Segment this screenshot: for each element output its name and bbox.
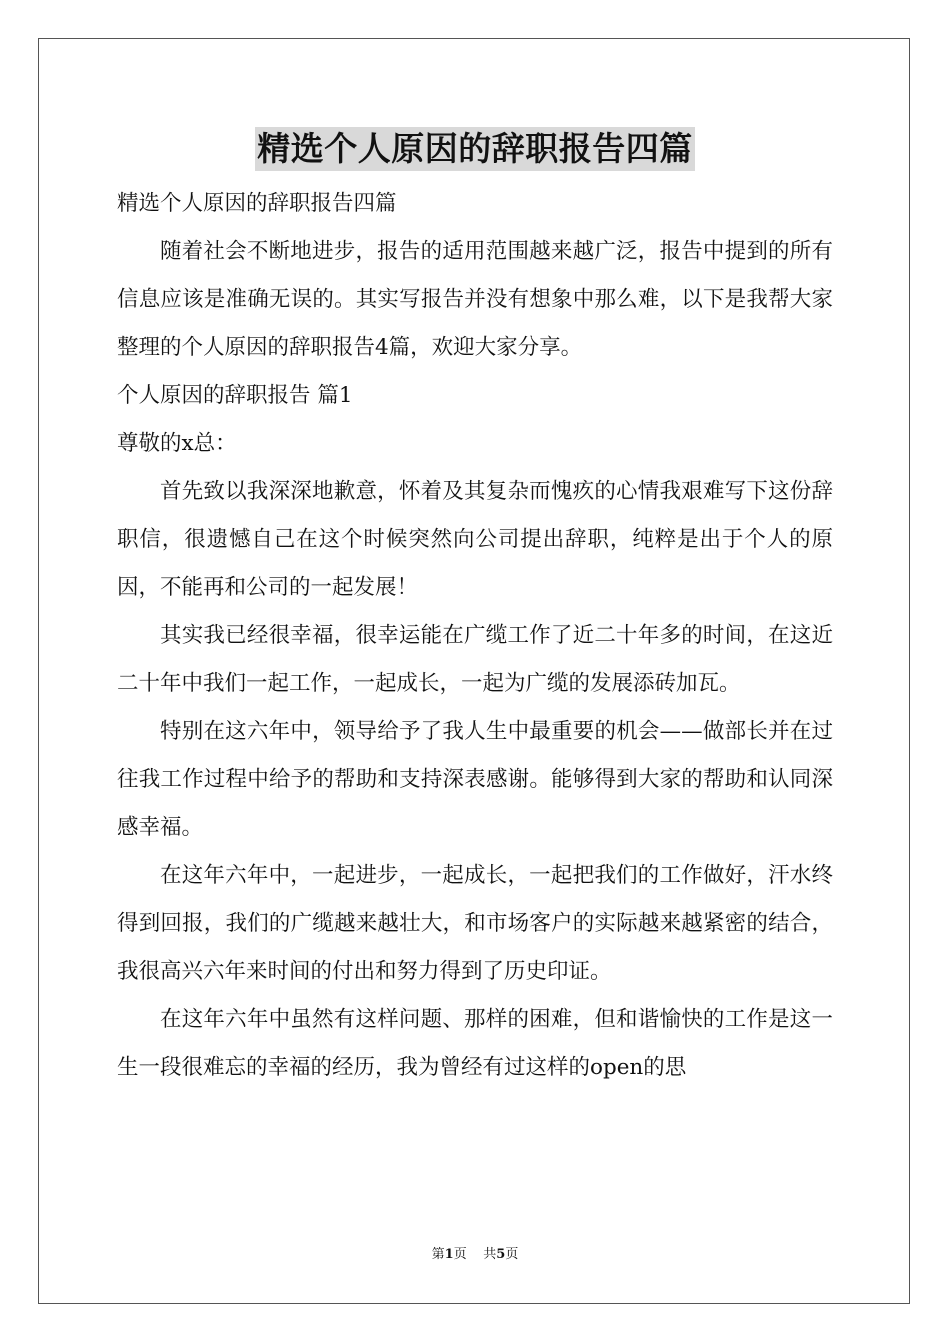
paragraph: 精选个人原因的辞职报告四篇 [117, 191, 397, 216]
paragraph: 尊敬的x总： [117, 431, 237, 456]
paragraph: 在这年六年中，一起进步，一起成长，一起把我们的工作做好，汗水终得到回报，我们的广缆越来越壮大，和市场客户的实际越来越紧密的结合，我很高兴六年来时间的付出和努力得到了历史印证。 [117, 863, 833, 984]
page-total: 5 [496, 1247, 506, 1262]
paragraph: 个人原因的辞职报告 篇1 [117, 383, 353, 408]
page-suffix: 页 [453, 1247, 467, 1262]
document-body [117, 180, 833, 1092]
page-current: 1 [444, 1247, 454, 1262]
paragraph: 在这年六年中虽然有这样问题、那样的困难，但和谐愉快的工作是这一生一段很难忘的幸福的经历，我为曾经有过这样的open的思 [117, 1007, 833, 1080]
document-title: 精选个人原因的辞职报告四篇 [255, 127, 695, 171]
page-footer [0, 1246, 950, 1264]
title-wrap [0, 127, 950, 171]
paragraph: 其实我已经很幸福，很幸运能在广缆工作了近二十年多的时间，在这近二十年中我们一起工作，一起成长，一起为广缆的发展添砖加瓦。 [117, 623, 833, 696]
page-prefix: 第 [431, 1247, 445, 1262]
total-prefix: 共 [483, 1247, 497, 1262]
paragraph: 特别在这六年中，领导给予了我人生中最重要的机会——做部长并在过往我工作过程中给予的帮助和支持深表感谢。能够得到大家的帮助和认同深感幸福。 [117, 719, 833, 840]
paragraph: 首先致以我深深地歉意，怀着及其复杂而愧疚的心情我艰难写下这份辞职信，很遗憾自己在这个时候突然向公司提出辞职，纯粹是出于个人的原因，不能再和公司的一起发展！ [117, 479, 833, 600]
total-suffix: 页 [505, 1247, 519, 1262]
paragraph: 随着社会不断地进步，报告的适用范围越来越广泛，报告中提到的所有信息应该是准确无误的。其实写报告并没有想象中那么难，以下是我帮大家整理的个人原因的辞职报告4篇，欢迎大家分享。 [117, 239, 833, 360]
